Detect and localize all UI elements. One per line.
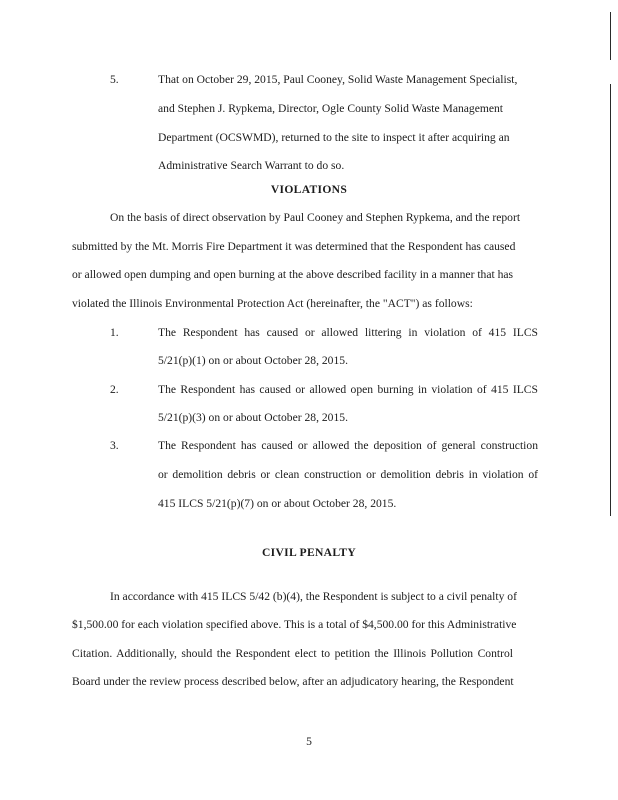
violation-line: The Respondent has caused or allowed open burning in violation of 415 ILCS: [158, 383, 538, 396]
item-5-line: Department (OCSWMD), returned to the site to inspect it after acquiring an: [158, 131, 510, 144]
civil-penalty-line: Board under the review process described below, after an adjudicatory hearing, the Respondent: [72, 675, 514, 688]
item-5-line: That on October 29, 2015, Paul Cooney, Solid Waste Management Specialist,: [158, 73, 518, 86]
scan-edge-mark: [610, 84, 611, 516]
violation-number: 2.: [110, 383, 119, 396]
civil-penalty-line: $1,500.00 for each violation specified above. This is a total of $4,500.00 for this Administrative: [72, 618, 517, 631]
item-5-line: Administrative Search Warrant to do so.: [158, 159, 345, 172]
page-number: 5: [306, 735, 312, 748]
civil-penalty-line: In accordance with 415 ILCS 5/42 (b)(4), the Respondent is subject to a civil penalty of: [110, 590, 517, 603]
violations-intro-line: or allowed open dumping and open burning at the above described facility in a manner that has: [72, 268, 514, 281]
violation-number: 3.: [110, 439, 119, 452]
scan-edge-mark: [610, 12, 611, 60]
violations-heading: VIOLATIONS: [270, 183, 348, 196]
violation-line: The Respondent has caused or allowed littering in violation of 415 ILCS: [158, 326, 538, 339]
violation-number: 1.: [110, 326, 119, 339]
violation-line: or demolition debris or clean construction or demolition debris in violation of: [158, 468, 538, 481]
violation-line: 5/21(p)(1) on or about October 28, 2015.: [158, 354, 348, 367]
violation-line: 5/21(p)(3) on or about October 28, 2015.: [158, 411, 348, 424]
item-5-number: 5.: [110, 73, 119, 86]
violations-intro-line: violated the Illinois Environmental Protection Act (hereinafter, the "ACT") as follows:: [72, 297, 473, 310]
violations-intro-line: On the basis of direct observation by Paul Cooney and Stephen Rypkema, and the report: [110, 211, 521, 224]
violation-line: 415 ILCS 5/21(p)(7) on or about October 28, 2015.: [158, 497, 397, 510]
civil-penalty-line: Citation. Additionally, should the Respondent elect to petition the Illinois Pollution Control: [72, 647, 513, 660]
civil-penalty-heading: CIVIL PENALTY: [262, 546, 356, 559]
violations-intro-line: submitted by the Mt. Morris Fire Department it was determined that the Respondent has caused: [72, 240, 516, 253]
violation-line: The Respondent has caused or allowed the deposition of general construction: [158, 439, 538, 452]
item-5-line: and Stephen J. Rypkema, Director, Ogle County Solid Waste Management: [158, 102, 504, 115]
